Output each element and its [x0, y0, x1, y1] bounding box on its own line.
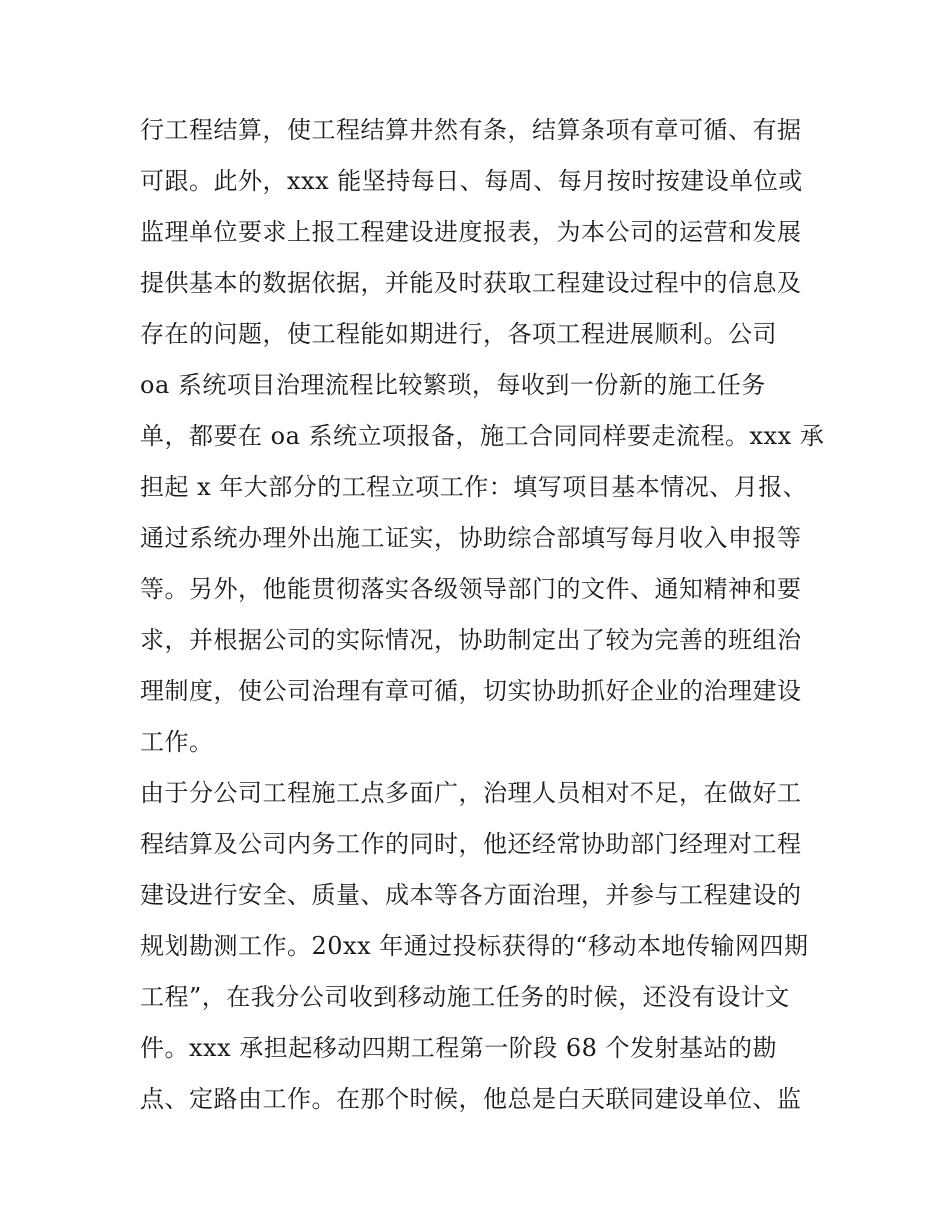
text-line: 点、定路由工作。在那个时候，他总是白天联同建设单位、监: [140, 1085, 802, 1113]
text-line: 提供基本的数据依据，并能及时获取工程建设过程中的信息及: [140, 269, 802, 297]
text-line: 担起 x 年大部分的工程立项工作：填写项目基本情况、月报、: [140, 473, 808, 501]
text-line: 可跟。此外，xxx 能坚持每日、每周、每月按时按建设单位或: [140, 167, 803, 195]
text-line: 求，并根据公司的实际情况，协助制定出了较为完善的班组治: [140, 626, 802, 654]
text-line: 通过系统办理外出施工证实，协助综合部填写每月收入申报等: [140, 524, 802, 552]
text-line: 监理单位要求上报工程建设进度报表，为本公司的运营和发展: [140, 218, 802, 246]
text-line: 行工程结算，使工程结算井然有条，结算条项有章可循、有据: [140, 116, 802, 144]
text-line: 工程”，在我分公司收到移动施工任务的时候，还没有设计文: [140, 983, 790, 1011]
text-line: oa 系统项目治理流程比较繁琐，每收到一份新的施工任务: [140, 371, 766, 399]
text-line: 建设进行安全、质量、成本等各方面治理，并参与工程建设的: [140, 881, 802, 909]
text-line: 工作。: [140, 728, 214, 756]
text-line: 理制度，使公司治理有章可循，切实协助抓好企业的治理建设: [140, 677, 802, 705]
text-line: 由于分公司工程施工点多面广，治理人员相对不足，在做好工: [140, 779, 802, 807]
text-line: 规划勘测工作。20xx 年通过投标获得的“移动本地传输网四期: [140, 932, 809, 960]
text-line: 存在的问题，使工程能如期进行，各项工程进展顺利。公司: [140, 320, 777, 348]
text-line: 单，都要在 oa 系统立项报备，施工合同同样要走流程。xxx 承: [140, 422, 825, 450]
text-line: 等。另外，他能贯彻落实各级领导部门的文件、通知精神和要: [140, 575, 802, 603]
text-line: 程结算及公司内务工作的同时，他还经常协助部门经理对工程: [140, 830, 802, 858]
text-line: 件。xxx 承担起移动四期工程第一阶段 68 个发射基站的勘: [140, 1034, 778, 1062]
